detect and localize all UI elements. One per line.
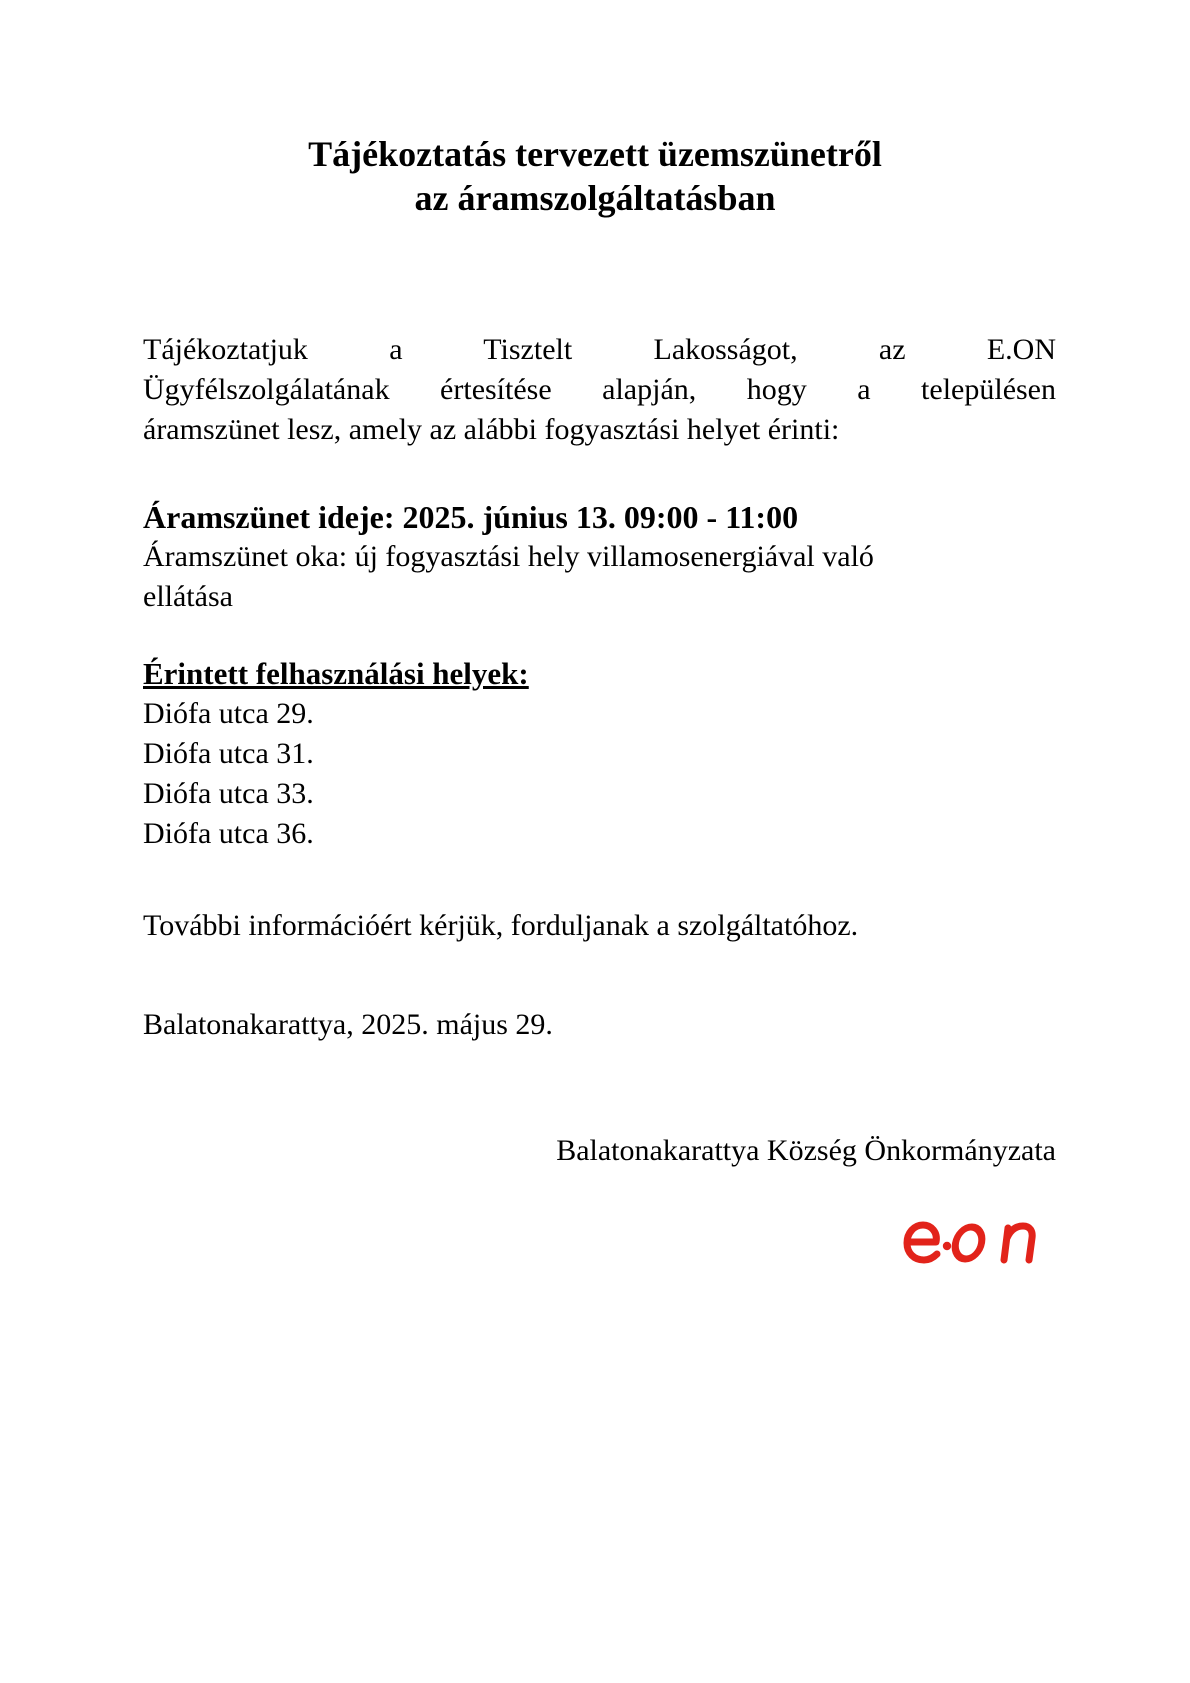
affected-places-section xyxy=(143,654,1056,854)
outage-time: Áramszünet ideje: 2025. június 13. 09:00 - 11:00 xyxy=(143,499,799,535)
intro-line-2: Ügyfélszolgálatának értesítése alapján, hogy a településen xyxy=(143,373,1056,406)
address-item: Diófa utca 31. xyxy=(143,737,314,770)
title-line-1: Tájékoztatás tervezett üzemszünetről xyxy=(308,134,882,174)
eon-logo xyxy=(902,1212,1042,1272)
outage-section xyxy=(143,497,1056,617)
address-item: Diófa utca 33. xyxy=(143,777,314,810)
intro-line-3: áramszünet lesz, amely az alábbi fogyasztási helyet érinti: xyxy=(143,413,840,446)
eon-logo-dot xyxy=(943,1242,951,1250)
affected-places-heading: Érintett felhasználási helyek: xyxy=(143,656,529,691)
title-line-2: az áramszolgáltatásban xyxy=(414,178,776,218)
address-item: Diófa utca 29. xyxy=(143,697,314,730)
place-date: Balatonakarattya, 2025. május 29. xyxy=(143,1008,553,1041)
intro-paragraph xyxy=(143,330,1056,450)
outage-reason-line-2: ellátása xyxy=(143,580,233,613)
intro-line-1: Tájékoztatjuk a Tisztelt Lakosságot, az E.ON xyxy=(143,333,1056,366)
document-title xyxy=(0,132,1190,220)
signature: Balatonakarattya Község Önkormányzata xyxy=(556,1134,1056,1167)
address-item: Diófa utca 36. xyxy=(143,817,314,850)
more-info-text: További információért kérjük, forduljanak a szolgáltatóhoz. xyxy=(143,909,859,942)
outage-reason-line-1: Áramszünet oka: új fogyasztási hely villamosenergiával való xyxy=(143,540,874,573)
